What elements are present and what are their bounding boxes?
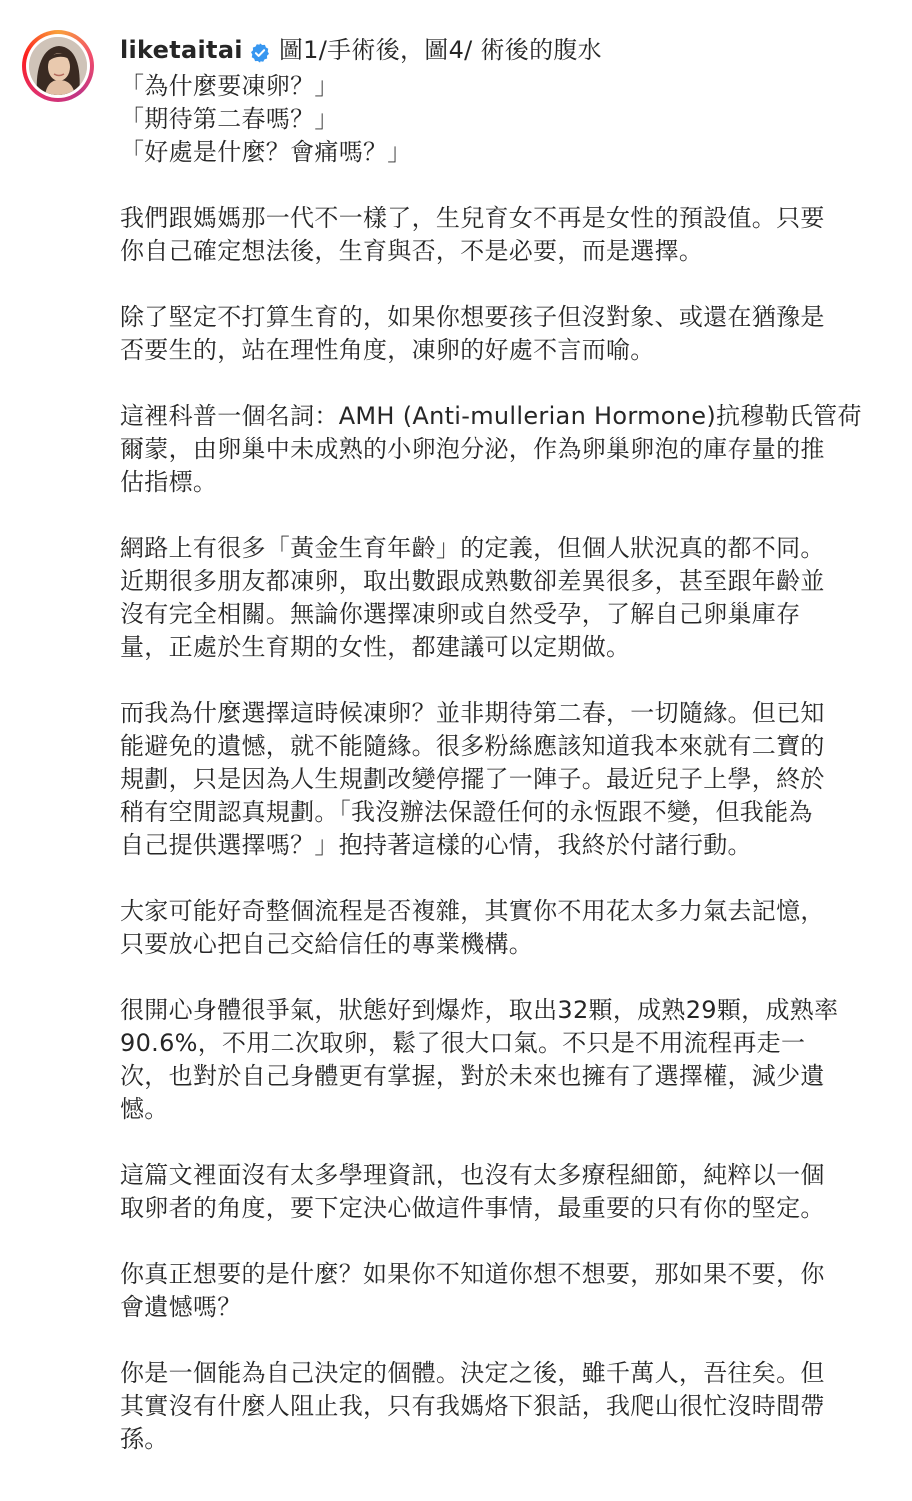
paragraph-line: 這篇文裡面沒有太多學理資訊，也沒有太多療程細節，純粹以一個	[120, 1161, 825, 1189]
paragraph-line: 會遺憾嗎？	[120, 1293, 242, 1321]
paragraph-8	[120, 1159, 890, 1225]
paragraph-line: 次，也對於自己身體更有掌握，對於未來也擁有了選擇權，減少遺	[120, 1062, 825, 1090]
verified-badge-icon	[249, 40, 271, 62]
paragraph-line: 稍有空閒認真規劃。「我沒辦法保證任何的永恆跟不變，但我能為	[120, 798, 813, 826]
paragraph-6	[120, 895, 890, 961]
avatar-portrait-icon	[29, 37, 87, 95]
paragraph-line: 你真正想要的是什麼？如果你不知道你想不想要，那如果不要，你	[120, 1260, 825, 1288]
paragraph-line: 規劃，只是因為人生規劃改變停擺了一陣子。最近兒子上學，終於	[120, 765, 825, 793]
paragraph-line: 90.6%，不用二次取卵，鬆了很大口氣。不只是不用流程再走一	[120, 1029, 806, 1057]
paragraph-line: 自己提供選擇嗎？」抱持著這樣的心情，我終於付諸行動。	[120, 831, 752, 859]
paragraph-line: 除了堅定不打算生育的，如果你想要孩子但沒對象、或還在猶豫是	[120, 303, 825, 331]
paragraph-5	[120, 697, 890, 862]
paragraph-1	[120, 202, 890, 268]
paragraph-line: 這裡科普一個名詞：AMH (Anti-mullerian Hormone)抗穆勒氏管荷	[120, 402, 862, 430]
paragraph-line: 取卵者的角度，要下定決心做這件事情，最重要的只有你的堅定。	[120, 1194, 825, 1222]
paragraph-2	[120, 301, 890, 367]
caption-header	[120, 30, 890, 70]
paragraph-line: 你是一個能為自己決定的個體。決定之後，雖千萬人，吾往矣。但	[120, 1359, 825, 1387]
paragraph-line: 爾蒙，由卵巢中未成熟的小卵泡分泌，作為卵巢卵泡的庫存量的推	[120, 435, 825, 463]
avatar-photo	[29, 37, 87, 95]
paragraph-line: 只要放心把自己交給信任的專業機構。	[120, 930, 534, 958]
paragraph-line: 很開心身體很爭氣，狀態好到爆炸，取出32顆，成熟29顆，成熟率	[120, 996, 839, 1024]
paragraph-line: 網路上有很多「黃金生育年齡」的定義，但個人狀況真的都不同。	[120, 534, 825, 562]
paragraph-line: 大家可能好奇整個流程是否複雜，其實你不用花太多力氣去記憶，	[120, 897, 825, 925]
caption	[120, 30, 890, 1456]
paragraph-10	[120, 1357, 890, 1456]
paragraph-line: 沒有完全相關。無論你選擇凍卵或自然受孕，了解自己卵巢庫存	[120, 600, 801, 628]
paragraph-7	[120, 994, 890, 1126]
intro-line: 「為什麼要凍卵？」	[120, 72, 339, 100]
username-link[interactable]: liketaitai	[120, 35, 243, 64]
intro-questions	[120, 70, 890, 169]
paragraph-4	[120, 532, 890, 664]
intro-line: 「好處是什麼？會痛嗎？」	[120, 138, 412, 166]
paragraph-line: 而我為什麼選擇這時候凍卵？並非期待第二春，一切隨緣。但已知	[120, 699, 825, 727]
paragraph-line: 憾。	[120, 1095, 169, 1123]
paragraph-line: 孫。	[120, 1425, 169, 1453]
intro-line: 「期待第二春嗎？」	[120, 105, 339, 133]
paragraph-3	[120, 400, 890, 499]
paragraph-line: 其實沒有什麼人阻止我，只有我媽烙下狠話，我爬山很忙沒時間帶	[120, 1392, 825, 1420]
avatar[interactable]	[22, 30, 94, 102]
paragraph-line: 你自己確定想法後，生育與否，不是必要，而是選擇。	[120, 237, 704, 265]
paragraph-line: 估指標。	[120, 468, 218, 496]
paragraph-9	[120, 1258, 890, 1324]
paragraph-line: 近期很多朋友都凍卵，取出數跟成熟數卻差異很多，甚至跟年齡並	[120, 567, 825, 595]
paragraph-line: 我們跟媽媽那一代不一樣了，生兒育女不再是女性的預設值。只要	[120, 204, 825, 232]
paragraph-line: 能避免的遺憾，就不能隨緣。很多粉絲應該知道我本來就有二寶的	[120, 732, 825, 760]
caption-heading: 圖1/手術後，圖4/ 術後的腹水	[278, 35, 602, 64]
avatar-ring-gap	[26, 34, 90, 98]
paragraph-line: 量，正處於生育期的女性，都建議可以定期做。	[120, 633, 631, 661]
paragraph-line: 否要生的，站在理性角度，凍卵的好處不言而喻。	[120, 336, 655, 364]
